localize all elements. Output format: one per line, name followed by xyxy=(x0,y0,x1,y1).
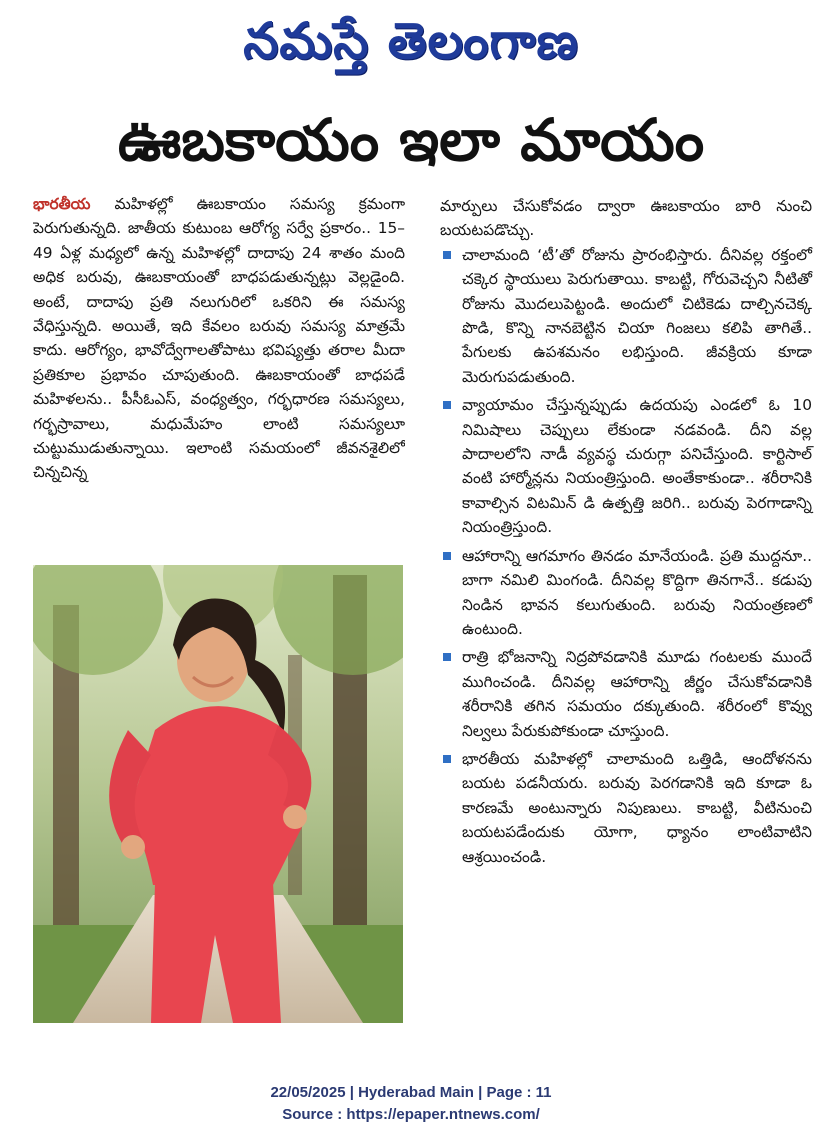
list-item: వ్యాయామం చేస్తున్నప్పుడు ఉదయపు ఎండలో ఓ 10 నిమిషాలు చెప్పులు లేకుండా నడవండి. దీని వల్ల పాదాలలోని నాడీ వ్యవస్థ చురుగ్గా పనిచేస్తుంది. కార్టిసాల్ వంటి హార్మోన్లను నియంత్రిస్తుంది. అంతేకాకుండా.. శరీరానికి కావాల్సిన విటమిన్ డి ఉత్పత్తి జరిగి.. బరువు పెరగాడాన్ని నియంత్రిస్తుంది. xyxy=(440,393,812,539)
article-right-column xyxy=(440,194,812,873)
square-bullet-icon xyxy=(443,755,451,763)
article-intro xyxy=(33,192,405,562)
article-headline: ఊబకాయం ఇలా మాయం xyxy=(117,106,705,174)
list-item: రాత్రి భోజనాన్ని నిద్రపోవడానికి మూడు గంటలకు ముందే ముగించండి. దీనివల్ల ఆహారాన్ని జీర్ణం చేసుకోవడానికి శరీరానికి తగిన సమయం దక్కుతుంది. శరీరంలో కొవ్వు నిల్వలు పేరుకుపోకుండా చూస్తుంది. xyxy=(440,645,812,743)
edition-info: 22/05/2025 | Hyderabad Main | Page : 11 xyxy=(270,1084,552,1101)
continuation-paragraph: మార్పులు చేసుకోవడం ద్వారా ఊబకాయం బారి నుంచి బయటపడొచ్చు. xyxy=(440,197,812,240)
square-bullet-icon xyxy=(443,401,451,409)
list-item: చాలామంది ‘టీ’తో రోజును ప్రారంభిస్తారు. దీనివల్ల రక్తంలో చక్కెర స్థాయులు పెరుగుతాయి. కాబట్టి, గోరువెచ్చని నీటితో రోజును మొదలుపెట్టండి. అందులో చిటికెడు దాల్చినచెక్క పొడి, కొన్ని నానబెట్టిన చియా గింజలు కలిపి తాగితే.. పేగులకు ఉపశమనం లభిస్తుంది. జీవక్రియ కూడా మెరుగుపడుతుంది. xyxy=(440,243,812,389)
article-left-column xyxy=(33,192,405,562)
square-bullet-icon xyxy=(443,653,451,661)
lead-word: భారతీయ xyxy=(33,195,91,213)
square-bullet-icon xyxy=(443,552,451,560)
source-link[interactable]: Source : https://epaper.ntnews.com/ xyxy=(282,1106,540,1123)
page-footer xyxy=(0,1082,822,1126)
list-item: ఆహారాన్ని ఆగమాగం తినడం మానేయండి. ప్రతి ముద్దనూ.. బాగా నమిలి మింగండి. దీనివల్ల కొద్దిగా తినగానే.. కడుపు నిండిన భావన కలుగుతుంది. బరువు నియంత్రణలో ఉంటుంది. xyxy=(440,544,812,642)
woman-jogging-photo xyxy=(33,565,403,1023)
newspaper-masthead: నమస్తే తెలంగాణ xyxy=(243,11,579,70)
woman-jogging-illustration xyxy=(33,565,403,1023)
square-bullet-icon xyxy=(443,251,451,259)
list-item: భారతీయ మహిళల్లో చాలామంది ఒత్తిడి, ఆందోళనను బయట పడనీయరు. బరువు పెరగడానికి ఇది కూడా ఓ కారణమే అంటున్నారు నిపుణులు. కాబట్టి, వీటినుంచి బయటపడేందుకు యోగా, ధ్యానం లాంటివాటిని ఆశ్రయించండి. xyxy=(440,747,812,869)
intro-paragraph: మహిళల్లో ఊబకాయం సమస్య క్రమంగా పెరుగుతున్నది. జాతీయ కుటుంబ ఆరోగ్య సర్వే ప్రకారం.. 15–49 ఏళ్ల మధ్యలో ఉన్న మహిళల్లో దాదాపు 24 శాతం మంది అధిక బరువు, ఊబకాయంతో బాధపడుతున్నట్లు వెల్లడైంది. అంటే, దాదాపు ప్రతి నలుగురిలో ఒకరిని ఈ సమస్య వేధిస్తున్నది. అయితే, ఇది కేవలం బరువు సమస్య మాత్రమే కాదు. ఆరోగ్యం, భావోద్వేగాలతోపాటు భవిష్యత్తు తరాల మీదా ప్రతికూల ప్రభావం చూపుతుంది. ఊబకాయంతో బాధపడే మహిళలను.. పీసీఓఎస్, వంధ్యత్వం, గర్భధారణ సమస్యలు, గర్భస్రావాలు, మధుమేహం లాంటి సమస్యలూ చుట్టుముడుతున్నాయి. ఇలాంటి సమయంలో జీవనశైలిలో చిన్నచిన్న xyxy=(33,195,405,482)
tips-list xyxy=(440,243,812,869)
